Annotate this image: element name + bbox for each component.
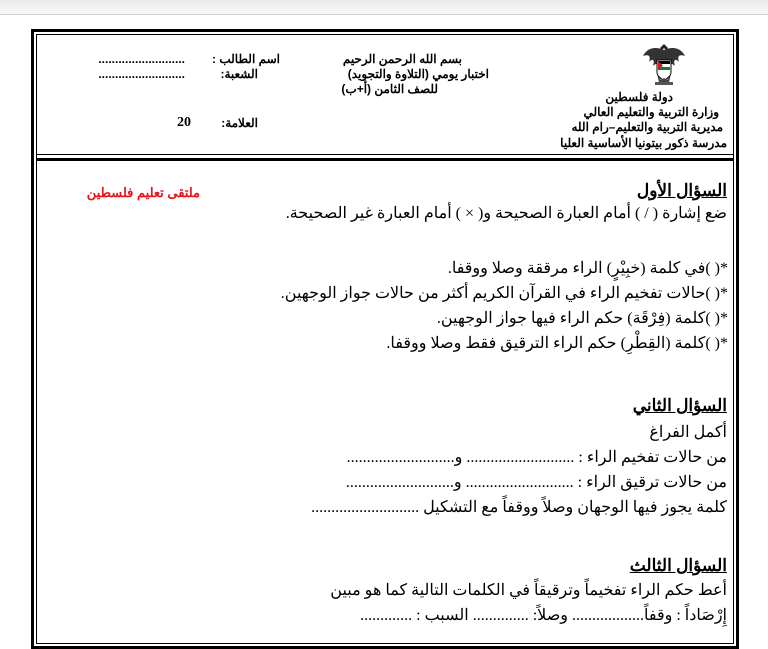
q2-line-1: من حالات تفخيم الراء : ........................... و........................... bbox=[346, 449, 727, 466]
q1-instruction: ضع إشارة ( / ) أمام العبارة الصحيحة و( × ) أمام العبارة غير الصحيحة. bbox=[285, 205, 727, 222]
q1-item-2: *( )حالات تفخيم الراء في القرآن الكريم أكثر من حالات جواز الوجهين. bbox=[280, 285, 728, 302]
q2-line-2: من حالات ترقيق الراء : ........................... و........................... bbox=[345, 474, 727, 491]
student-name-label: اسم الطالب : bbox=[212, 52, 280, 66]
exam-grade: للصف الثامن (أ+ب) bbox=[341, 82, 438, 96]
section-label: الشعبة: bbox=[220, 67, 258, 81]
palestine-eagle-emblem-icon bbox=[641, 38, 687, 86]
q1-item-3: *( )كلمة (فِرْقَة) حكم الراء فيها جواز الوجهين. bbox=[436, 310, 728, 327]
viewer-top-bar bbox=[0, 0, 768, 15]
q1-item-1: *( )في كلمة (خبِيْرٍ) الراء مرققة وصلا ووقفا. bbox=[447, 260, 728, 277]
header-divider-thick bbox=[36, 158, 734, 161]
mark-label: العلامة: bbox=[221, 116, 258, 130]
state-name: دولة فلسطين bbox=[605, 90, 673, 104]
mark-value: 20 bbox=[177, 115, 191, 130]
q3-line-1: إِرْصَاداً : وقفاً.................. وصلاً: .............. السبب : ............. bbox=[360, 607, 727, 624]
watermark-text: ملتقى تعليم فلسطين bbox=[86, 185, 200, 200]
q2-line-3: كلمة يجوز فيها الوجهان وصلاً ووقفاً مع التشكيل ........................... bbox=[311, 499, 727, 516]
ministry-name: وزارة التربية والتعليم العالي bbox=[583, 105, 719, 119]
section-field: .......................... bbox=[98, 67, 185, 81]
exam-title: اختبار يومي (التلاوة والتجويد) bbox=[347, 67, 489, 81]
directorate-name: مديرية التربية والتعليم–رام الله bbox=[571, 120, 723, 134]
q3-title: السؤال الثالث bbox=[629, 556, 727, 575]
student-name-field: .......................... bbox=[98, 52, 185, 66]
q2-instruction: أكمل الفراغ bbox=[649, 424, 727, 441]
bismillah: بسم الله الرحمن الرحيم bbox=[342, 52, 462, 66]
q1-item-4: *( )كلمة (القِطْرِ) حكم الراء الترقيق فقط وصلا ووقفا. bbox=[386, 335, 728, 352]
q2-title: السؤال الثاني bbox=[632, 396, 727, 415]
q3-instruction: أعط حكم الراء تفخيماً وترقيقاً في الكلمات التالية كما هو مبين bbox=[330, 582, 727, 599]
header-divider bbox=[36, 154, 734, 155]
school-name: مدرسة ذكور بيتونيا الأساسية العليا bbox=[560, 136, 727, 150]
q1-title: السؤال الأول bbox=[636, 181, 727, 200]
